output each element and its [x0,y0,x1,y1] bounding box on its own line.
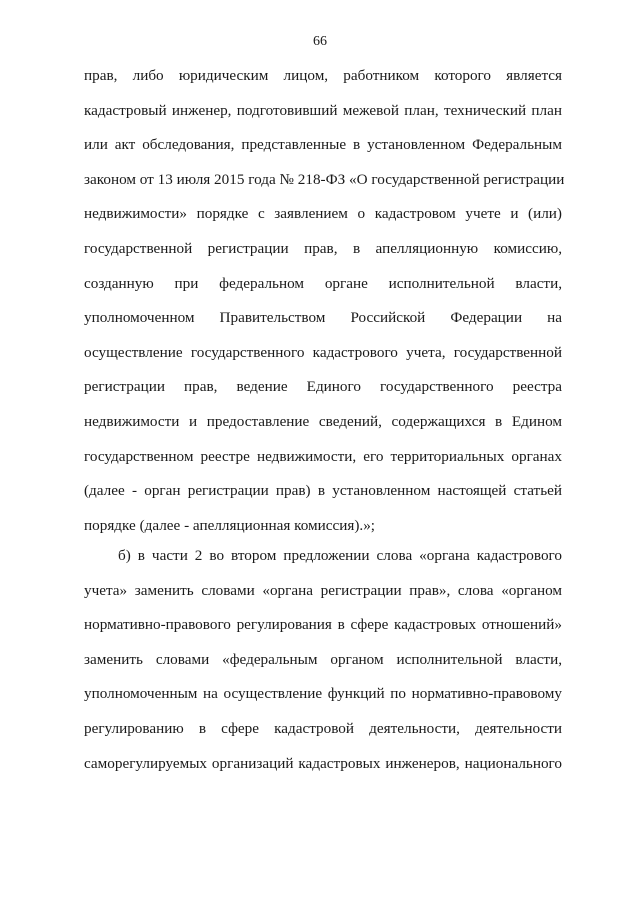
text-line: заменить словами «федеральным органом исполнительной власти, [84,650,562,668]
text-line: кадастровый инженер, подготовивший межевой план, технический план [84,101,562,119]
page-number: 66 [313,34,327,49]
text-line: прав, либо юридическим лицом, работником которого является [84,67,562,84]
text-line: государственном реестре недвижимости, его территориальных органах [84,447,562,465]
text-line: порядке (далее - апелляционная комиссия).»; [84,516,376,534]
text-line: созданную при федеральном органе исполнительной власти, [84,274,562,292]
text-line: (далее - орган регистрации прав) в установленном настоящей статьей [84,482,562,500]
text-line: учета» заменить словами «органа регистрации прав», слова «органом [84,581,562,599]
text-line: уполномоченным на осуществление функций по нормативно-правовому [84,685,562,703]
text-line: осуществление государственного кадастрового учета, государственной [84,343,562,361]
text-line: или акт обследования, представленные в установленном Федеральным [84,136,562,154]
paragraph-continued [84,64,565,548]
text-line: саморегулируемых организаций кадастровых инженеров, национального [84,754,562,772]
text-line: недвижимости и предоставление сведений, содержащихся в Едином [84,412,562,430]
paragraph-b [84,544,562,786]
text-line: регулированию в сфере кадастровой деятельности, деятельности [84,719,562,737]
text-line: недвижимости» порядке с заявлением о кадастровом учете и (или) [84,205,562,223]
text-line: б) в части 2 во втором предложении слова «органа кадастрового [118,547,562,564]
text-line: государственной регистрации прав, в апелляционную комиссию, [84,239,562,257]
text-line: законом от 13 июля 2015 года № 218-ФЗ «О государственной регистрации [84,170,565,188]
text-line: уполномоченном Правительством Российской Федерации на [84,309,562,327]
text-line: нормативно-правового регулирования в сфере кадастровых отношений» [84,616,562,634]
text-line: регистрации прав, ведение Единого государственного реестра [84,378,562,396]
